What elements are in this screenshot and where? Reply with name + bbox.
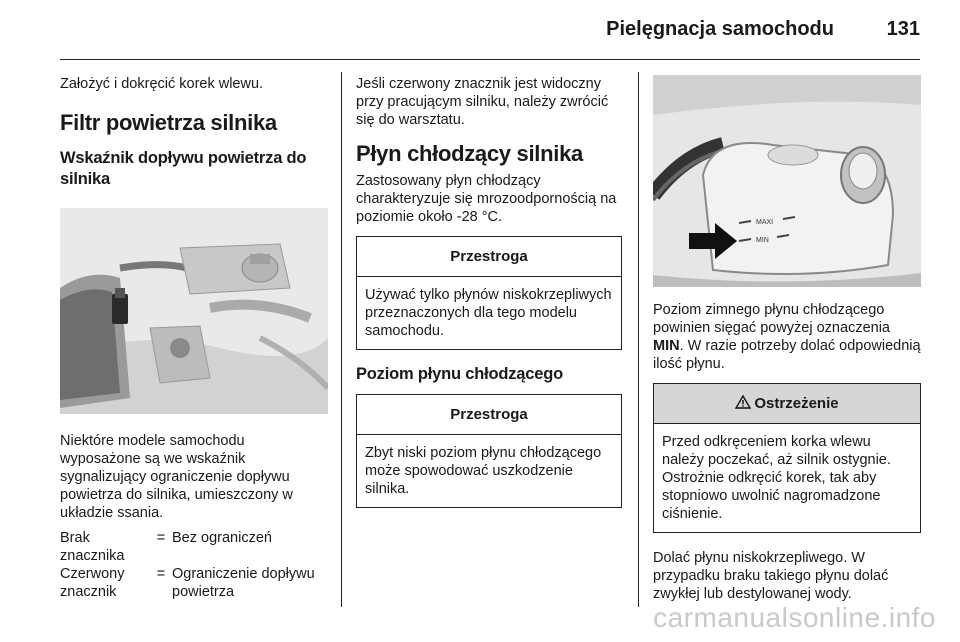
column-1 <box>60 75 328 601</box>
definition-row <box>60 565 328 601</box>
warning-title-bar <box>654 384 920 424</box>
air-filter-heading: Filtr powietrza silnika <box>60 110 277 135</box>
coolant-level-text-end: . W razie potrzeby dolać odpowiednią ilość płynu. <box>653 338 921 372</box>
definition-value: Ograniczenie dopływu powietrza <box>172 566 315 600</box>
definition-value: Bez ograniczeń <box>172 530 272 546</box>
watermark: carmanualsonline.info <box>653 602 936 633</box>
definition-separator: = <box>156 530 166 546</box>
workshop-note: Jeśli czerwony znacznik jest widoczny przy pracującym silniku, należy zwrócić się do warsztatu. <box>356 76 609 128</box>
page-number: 131 <box>886 18 920 40</box>
air-intake-indicator-text: Niektóre modele samochodu wyposażone są we wskaźnik sygnalizujący ograniczenie dopływu powietrza do silnika, umieszczony w układzie ssania. <box>60 433 293 521</box>
warning-text: Przed odkręceniem korka wlewu należy poczekać, aż silnik ostygnie. Ostrożnie odkręcić korek, tak aby stopniowo uwolnić nagromadzone ciśnienie. <box>662 434 891 522</box>
coolant-level-heading: Poziom płynu chłodzącego <box>356 365 563 383</box>
definition-row <box>60 529 328 565</box>
warning-box <box>653 383 921 533</box>
coolant-level-text-start: Poziom zimnego płynu chłodzącego powinien sięgać powyżej oznaczenia <box>653 302 890 336</box>
column-3 <box>653 75 921 603</box>
coolant-description: Zastosowany płyn chłodzący charakteryzuje się mrozoodpornością na poziomie około -28 °C. <box>356 173 617 225</box>
column-2 <box>356 75 622 508</box>
column-divider-1 <box>341 72 342 607</box>
page-header <box>60 0 920 60</box>
min-mark-label: MIN <box>756 237 769 244</box>
definition-separator: = <box>156 566 166 582</box>
warning-triangle-icon <box>735 395 751 413</box>
column-divider-2 <box>638 72 639 607</box>
filler-cap-instruction: Założyć i dokręcić korek wlewu. <box>60 76 264 92</box>
caution-box-coolant-level <box>356 394 622 508</box>
caution-text: Używać tylko płynów niskokrzepliwych przeznaczonych dla tego modelu samochodu. <box>365 287 612 339</box>
definition-term: Brak znacznika <box>60 530 125 564</box>
air-intake-indicator-heading: Wskaźnik dopływu powietrza do silnika <box>60 149 307 188</box>
air-intake-indicator-photo <box>60 208 328 414</box>
topping-up-text: Dolać płynu niskokrzepliwego. W przypadku braku takiego płynu dolać zwykłej lub destylowanej wody. <box>653 550 889 602</box>
coolant-reservoir-photo <box>653 75 921 287</box>
indicator-definitions <box>60 529 328 601</box>
caution-title: Przestroga <box>357 395 621 435</box>
warning-title: Ostrzeżenie <box>754 395 839 412</box>
caution-title: Przestroga <box>357 237 621 277</box>
caution-text: Zbyt niski poziom płynu chłodzącego może spowodować uszkodzenie silnika. <box>365 445 602 497</box>
coolant-heading: Płyn chłodzący silnika <box>356 141 583 166</box>
maxi-mark-label: MAXI <box>756 219 774 226</box>
definition-term: Czerwony znacznik <box>60 566 125 600</box>
coolant-level-text <box>653 301 921 373</box>
min-mark-reference: MIN <box>653 338 680 354</box>
caution-box-coolant-type <box>356 236 622 350</box>
running-title: Pielęgnacja samochodu <box>606 18 834 40</box>
